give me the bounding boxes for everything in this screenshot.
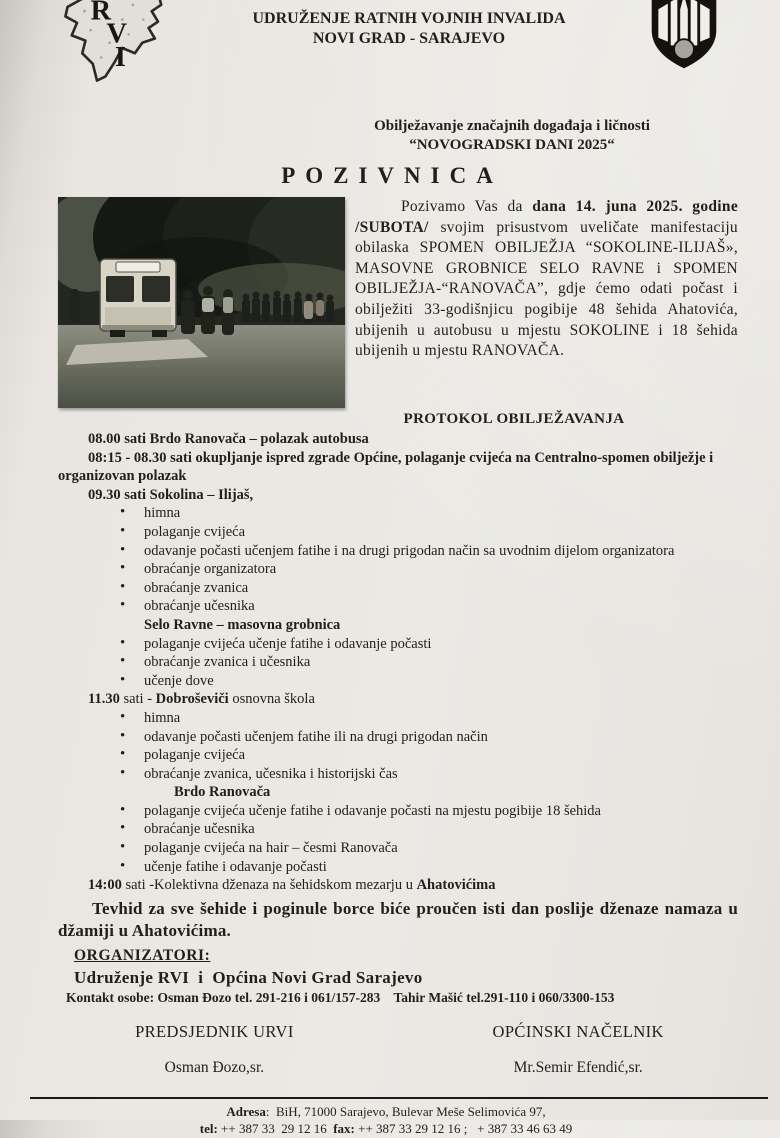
bullet-icon: • bbox=[120, 560, 126, 577]
signature-block bbox=[58, 1022, 738, 1077]
protocol-time: 11.30 sati - Dobroševiči osnovna škola bbox=[88, 691, 315, 708]
bullet-icon: • bbox=[120, 746, 126, 763]
bullet-icon: • bbox=[120, 801, 126, 818]
invitation-paragraph: Pozivamo Vas da dana 14. juna 2025. godine /SUBOTA/ svojim prisustvom uveličate manifestaciju obilaska SPOMEN OBILJEŽJA “SOKOLINE-ILIJAŠ», MASOVNE GROBNICE SELO RAVNE i SPOMEN OBILJEŽJA-“RANOVAČA”, gdje ćemo odati počast i obilježiti 33-godišnjicu pogibije 48 šehida Ahatovića, ubijenih u autobusu u mjestu SOKOLINE i 18 šehida ubijenih u mjestu RANOVAČA. bbox=[355, 198, 738, 360]
protocol-time: 14:00 sati -Kolektivna dženaza na šehidskom mezarju u Ahatovićima bbox=[88, 877, 496, 894]
protocol-bullet: • obraćanje organizatora bbox=[120, 560, 277, 578]
protocol-bullet: • polaganje cvijeća na hair – česmi Ranovača bbox=[120, 839, 398, 857]
protocol-bullet: • obraćanje zvanica bbox=[120, 578, 249, 596]
protocol-bullet: • polaganje cvijeća učenje fatihe i odavanje počasti na mjestu pogibije 18 šehida bbox=[120, 801, 601, 819]
protocol-bullet: • obraćanje učesnika bbox=[120, 597, 255, 615]
footer-address: Adresa: BiH, 71000 Sarajevo, Bulevar Meše Selimovića 97, bbox=[226, 1103, 546, 1119]
president-name: Osman Đozo,sr. bbox=[164, 1058, 265, 1076]
protocol-bullet: • odavanje počasti učenjem fatihe i na drugi prigodan način sa uvodnim dijelom organizatora bbox=[120, 541, 675, 559]
memorial-photo bbox=[58, 197, 345, 408]
bullet-icon: • bbox=[120, 764, 126, 781]
protocol-bullet: • himna bbox=[120, 504, 181, 522]
org-line1: UDRUŽENJE RATNIH VOJNIH INVALIDA bbox=[252, 10, 566, 27]
protocol-bullet: • polaganje cvijeća bbox=[120, 746, 246, 764]
protocol-time: 08:15 - 08.30 sati okupljanje ispred zgrade Općine, polaganje cvijeća na Centralno-spomen obilježje i organizovan polazak bbox=[58, 449, 714, 485]
bullet-icon: • bbox=[120, 578, 126, 595]
tevhid-note: Tevhid za sve šehide i poginule borce biće proučen isti dan poslije dženaze namaza u džamiji u Ahatovićima. bbox=[58, 898, 738, 941]
bullet-icon: • bbox=[120, 504, 126, 521]
address-label: Adresa bbox=[226, 1103, 266, 1119]
protocol-list bbox=[58, 430, 738, 895]
bullet-icon: • bbox=[120, 634, 126, 651]
svg-text:I: I bbox=[114, 41, 126, 73]
footer-phones: tel: ++ 387 33 29 12 16 fax: ++ 387 33 29 12 16 ; + 387 33 46 63 49 bbox=[199, 1121, 573, 1137]
footer bbox=[46, 1103, 726, 1138]
bus-photo-graphic bbox=[58, 197, 345, 408]
tel-label: tel: bbox=[199, 1121, 218, 1137]
footer-divider bbox=[30, 1097, 768, 1099]
org-line2: NOVI GRAD - SARAJEVO bbox=[312, 30, 506, 47]
contact-persons: Kontakt osobe: Osman Đozo tel. 291-216 i 061/157-283 Tahir Mašić tel.291-110 i 060/3300-153 bbox=[66, 989, 615, 1005]
protocol-bullet: • polaganje cvijeća bbox=[120, 522, 246, 540]
organization-name bbox=[180, 4, 638, 49]
protocol-bullet: • odavanje počasti učenjem fatihe ili na drugi prigodan način bbox=[120, 727, 488, 745]
protocol-bullet: • himna bbox=[120, 708, 181, 726]
protocol-time: 08.00 sati Brdo Ranovača – polazak autobusa bbox=[88, 431, 369, 447]
organizers-names: Udruženje RVI i Općina Novi Grad Sarajevo bbox=[74, 967, 423, 987]
svg-text:V: V bbox=[106, 18, 127, 50]
event-subtitle bbox=[58, 117, 738, 155]
fax-label: fax: bbox=[333, 1121, 355, 1137]
president-title: PREDSJEDNIK URVI bbox=[135, 1021, 294, 1041]
signature-right bbox=[418, 1022, 738, 1077]
bullet-icon: • bbox=[120, 820, 126, 837]
bullet-icon: • bbox=[120, 708, 126, 725]
bullet-icon: • bbox=[120, 727, 126, 744]
protocol-bullet: • obraćanje zvanica, učesnika i historijski čas bbox=[120, 764, 398, 782]
bullet-icon: • bbox=[120, 597, 126, 614]
page-title: POZIVNICA bbox=[281, 163, 503, 188]
protocol-title: PROTOKOL OBILJEŽAVANJA bbox=[403, 411, 625, 427]
protocol-bullet: • polaganje cvijeća učenje fatihe i odavanje počasti bbox=[120, 634, 432, 652]
protocol-bullet: • učenje fatihe i odavanje počasti bbox=[120, 857, 327, 875]
svg-text:R: R bbox=[90, 0, 112, 27]
invitation-section bbox=[58, 197, 738, 408]
bus-icon bbox=[100, 259, 176, 337]
letterhead bbox=[58, 0, 738, 93]
organizers-heading: ORGANIZATORI: bbox=[74, 946, 211, 964]
bullet-icon: • bbox=[120, 653, 126, 670]
coat-of-arms bbox=[646, 0, 738, 81]
protocol-subheading: Brdo Ranovača bbox=[174, 784, 271, 801]
mayor-name: Mr.Semir Efendić,sr. bbox=[513, 1058, 643, 1076]
protocol-bullet: • obraćanje zvanica i učesnika bbox=[120, 653, 311, 671]
subtitle-line1: Obilježavanje značajnih događaja i ličnosti bbox=[374, 118, 650, 134]
bullet-icon: • bbox=[120, 857, 126, 874]
protocol-time: 09.30 sati Sokolina – Ilijaš, bbox=[88, 486, 254, 503]
bosnia-map-icon bbox=[58, 0, 176, 88]
mayor-title: OPĆINSKI NAČELNIK bbox=[492, 1021, 664, 1041]
bullet-icon: • bbox=[120, 671, 126, 688]
protocol-subheading: Selo Ravne – masovna grobnica bbox=[144, 616, 341, 633]
rvi-map-logo bbox=[58, 0, 188, 93]
protocol-bullet: • obraćanje učesnika bbox=[120, 820, 255, 838]
novi-grad-shield-icon bbox=[646, 0, 722, 76]
bullet-icon: • bbox=[120, 522, 126, 539]
subtitle-line2: “NOVOGRADSKI DANI 2025“ bbox=[409, 137, 615, 153]
bullet-icon: • bbox=[120, 541, 126, 558]
bullet-icon: • bbox=[120, 839, 126, 856]
protocol-bullet: • učenje dove bbox=[120, 671, 214, 689]
signature-left bbox=[58, 1022, 371, 1077]
